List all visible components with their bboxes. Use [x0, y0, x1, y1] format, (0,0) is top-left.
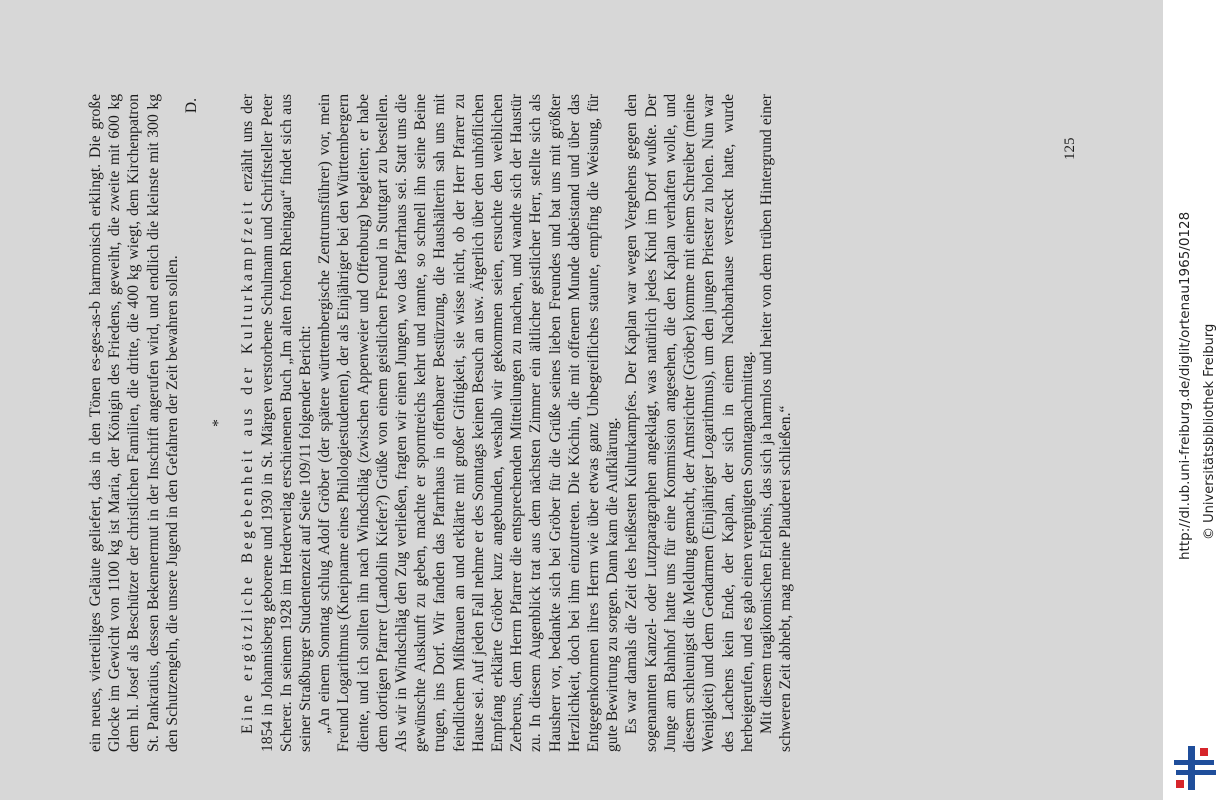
author-signature: D. [183, 98, 201, 114]
paragraph-church-bells: ein neues, vierteiliges Geläute geliefert, das in den Tönen es-ges-as-b harmonisch erklingt. Die große Glocke im Gewicht von 1100 kg ist Maria, der Königin des Friedens, geweiht, die zweite mit 600 kg dem hl. Josef als Beschützer der christlichen Familien, die dritte, die 400 kg wiegt, dem Kirchenpatron St. Pankratius, dessen Bekennermut in der Inschrift angerufen wird, und endlich die kleinste mit 300 kg den Schutzengeln, die unsere Jugend in den Gefahren der Zeit bewahren sollen. [87, 94, 181, 752]
paragraph-kulturkampf-intro [238, 94, 315, 752]
spaced-heading-phrase: Eine ergötzliche Begebenheit aus der Kulturkampfzeit [239, 198, 257, 734]
paragraph-windschlaeg-visit: „An einem Sonntag schlug Adolf Gröber (der spätere württembergische Zentrumsführer) vor, mein Freund Logarithmus (Kneipname eines Philologiestudenten), der als Einjähriger bei den Württembergern diente, und ich sollten ihn nach Windschläg (zwischen Appenweier und Offenburg) begleiten; er habe dem dortigen Pfarrer (Landolin Kiefer?) Grüße von einem geistlichen Freund in Stuttgart zu bestellen. Als wir in Windschläg den Zug verließen, fragten wir einen Jungen, wo das Pfarrhaus sei. Statt uns die gewünschte Auskunft zu geben, machte er sporntreichs kehrt und rannte, so schnell ihn seine Beine trugen, ins Dorf. Wir fanden das Pfarrhaus in offenbarer Bestürzung, die Haushälterin sah uns mit feindlichem Mißtrauen an und erklärte mit großer Giftigkeit, sie wisse nicht, ob der Herr Pfarrer zu Hause sei. Auf jeden Fall nehme er des Sonntags keinen Besuch an usw. Ärgerlich über den unhöflichen Empfang erklärte Gröber kurz angebunden, weshalb wir gekommen seien, ersuchte den weiblichen Zerberus, dem Herrn Pfarrer die entsprechenden Mitteilungen zu machen, und wandte sich der Haustür zu. In diesem Augenblick trat aus dem nächsten Zimmer ein ältlicher geistlicher Herr, stellte sich als Hausherr vor, bedankte sich bei Gröber für die Grüße seines lieben Freundes und bat uns mit größter Herzlichkeit, doch bei ihm einzutreten. Die Köchin, die mit offenem Munde dabeistand und über das Entgegenkommen ihres Herrn wie über etwas ganz Unbegreifliches staunte, empfing die Weisung, für gute Bewirtung zu sorgen. Dann kam die Aufklärung. [316, 94, 622, 752]
paragraph-closing: Mit diesem tragikomischen Erlebnis, das sich ja harmlos und heiter von dem trüben Hintergrund einer schweren Zeit abhebt, mag meine Plauderei schließen.“ [757, 94, 795, 752]
copyright-notice: © Universitätsbibliothek Freiburg [1202, 323, 1217, 540]
section-separator: * [210, 419, 228, 427]
paragraph-explanation: Es war damals die Zeit des heißesten Kulturkampfes. Der Kaplan war wegen Vergehens gegen den sogenannten Kanzel- oder Lutzparagraphen angeklagt, was natürlich jedes Kind im Dorf wußte. Der Junge am Bahnhof hatte uns für eine Kommission angesehen, die den Kaplan verhaften wolle, und diesem schleunigst die Meldung gemacht, der Amtsrichter (Gröber) komme mit einem Schreiber (meine Wenigkeit) und dem Gendarmen (Einjähriger Logarithmus), um den jungen Priester zu holen. Nun war des Lachens kein Ende, der Kaplan, der sich in einem Nachbarhause versteckt hatte, wurde herbeigerufen, und es gab einen vergnügten Sonntagnachmittag. [623, 94, 756, 752]
text-block [86, 94, 795, 752]
university-library-logo [1172, 744, 1216, 792]
permalink-url[interactable]: http://dl.ub.uni-freiburg.de/diglit/ortenau1965/0128 [1177, 211, 1193, 560]
page-number: 125 [1062, 137, 1078, 160]
intro-text: erzählt uns der 1854 in Johannisberg geborene und 1930 in St. Märgen verstorbene Schulmann und Schriftsteller Peter Scherer. In seinem 1928 im Herderverlag erschienenen Buch „Im alten frohen Rheingau“ findet sich aus seiner Straßburger Studentenzeit auf Seite 109/11 folgender Bericht: [239, 94, 315, 752]
